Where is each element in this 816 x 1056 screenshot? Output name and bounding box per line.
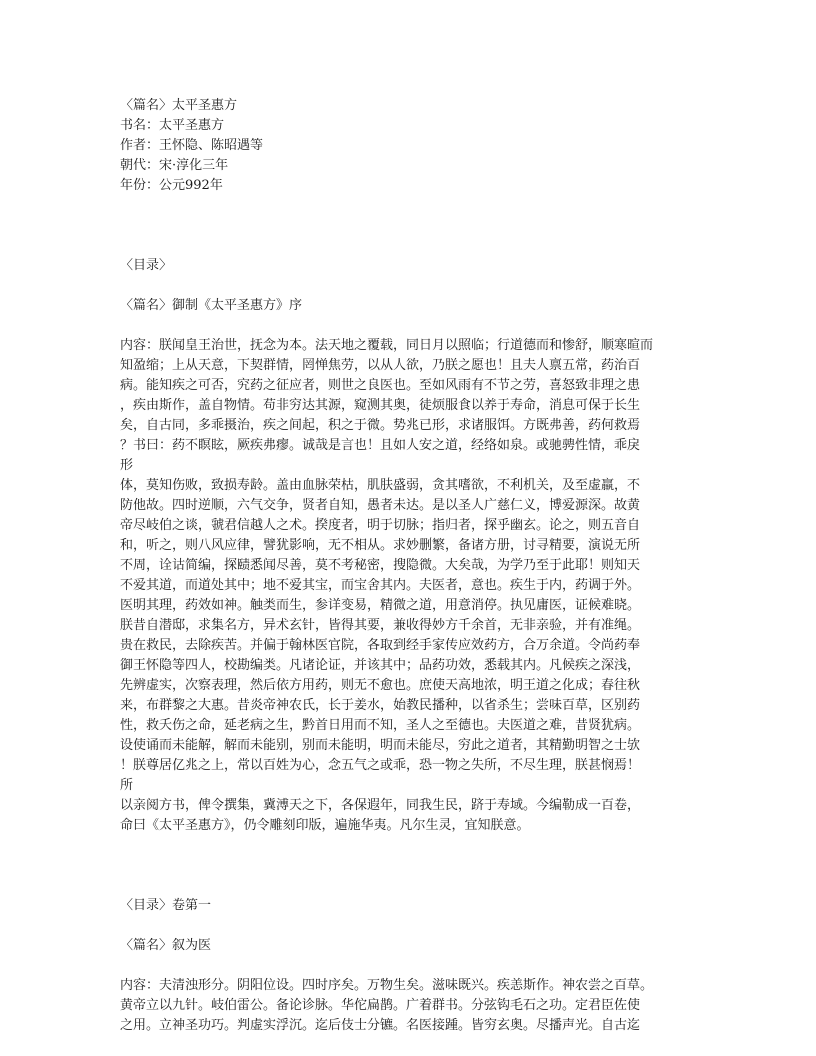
dynasty: 朝代：宋·淳化三年 bbox=[120, 158, 229, 173]
body-line: 形 bbox=[120, 458, 134, 473]
body-line: 内容：朕闻皇王治世，抚念为本。法天地之覆载，同日月以照临；行道德而和惨舒，顺寒暄而 bbox=[120, 338, 654, 353]
body-line: 不爱其道，而道处其中；地不爱其宝，而宝舍其内。夫医者，意也。疾生于内，药调于外。 bbox=[120, 578, 641, 593]
body-line: 所 bbox=[120, 778, 134, 793]
book-header bbox=[120, 96, 690, 196]
toc-heading: 〈目录〉卷第一 bbox=[120, 898, 212, 913]
section-body bbox=[120, 336, 690, 836]
header-title: 〈篇名〉太平圣惠方 bbox=[120, 98, 238, 113]
body-line: 体，莫知伤败，致损寿龄。盖由血脉荣枯，肌肤盛弱，贪其嗜欲，不利机关，及至虚羸，不 bbox=[120, 478, 641, 493]
body-line: ，疾由斯作，盖自物情。苟非穷达其源，窥测其奥，徒烦服食以养于寿命，消息可保于长生 bbox=[120, 398, 641, 413]
body-line: 不周，诠诂简编，探赜悉闻尽善，莫不考秘密，搜隐微。大矣哉，为学乃至于此耶！则知天 bbox=[120, 558, 641, 573]
body-line: 御王怀隐等四人，校勘编类。凡诸论证，并该其中；品药功效，悉载其内。凡候疾之深浅， bbox=[120, 658, 641, 673]
section-title: 〈篇名〉叙为医 bbox=[120, 938, 212, 953]
document-page bbox=[120, 96, 690, 1036]
section-body bbox=[120, 976, 690, 1036]
section-title: 〈篇名〉御制《太平圣惠方》序 bbox=[120, 298, 303, 313]
body-line: ？书曰：药不瞑眩，厥疾弗瘳。诚哉是言也！且如人安之道，经络如泉。或驰骋性情，乖戾 bbox=[120, 438, 641, 453]
body-line: 贵在救民，去除疾苦。并偏于翰林医官院，各取到经手家传应效药方，合万余道。令尚药奉 bbox=[120, 638, 641, 653]
book-name: 书名：太平圣惠方 bbox=[120, 118, 225, 133]
year: 年份：公元992年 bbox=[120, 178, 223, 193]
body-line: 朕昔自潜邸，求集名方，异术玄针，皆得其要，兼收得妙方千余首，无非亲验，并有准绳。 bbox=[120, 618, 641, 633]
body-line: 防他故。四时逆顺，六气交争，贤者自知，愚者未达。是以圣人广慈仁义，博爱源深。故黄 bbox=[120, 498, 641, 513]
body-line: 和，听之，则八风应律，譬犹影响，无不相从。求妙删繁，备诸方册，讨寻精要，演说无所 bbox=[120, 538, 641, 553]
body-line: 之用。立神圣功巧。判虚实浮沉。迄后伎士分镳。名医接踵。皆穷玄奥。尽播声光。自古迄 bbox=[120, 1018, 641, 1033]
body-line: 命曰《太平圣惠方》，仍令雕刻印版，遍施华夷。凡尔生灵，宜知朕意。 bbox=[120, 818, 530, 833]
body-line: ！朕尊居亿兆之上，常以百姓为心，念五气之或乖，恐一物之失所，不尽生理，朕甚悯焉！ bbox=[120, 758, 641, 773]
body-line: 黄帝立以九针。岐伯雷公。备论诊脉。华佗扁鹊。广着群书。分弦钩毛石之功。定君臣佐使 bbox=[120, 998, 641, 1013]
body-line: 帝尽岐伯之谈，虢君信越人之术。揆度者，明于切脉；指归者，探乎幽玄。论之，则五音自 bbox=[120, 518, 641, 533]
body-line: 医明其理，药效如神。触类而生，参详变易，精微之道，用意消停。执见庸医，证候难晓。 bbox=[120, 598, 641, 613]
body-line: 病。能知疾之可否，究药之征应者，则世之良医也。至如风雨有不节之劳，喜怒致非理之患 bbox=[120, 378, 641, 393]
body-line: 设使诵而未能解，解而未能别，别而未能明，明而未能尽，穷此之道者，其精勤明智之士欤 bbox=[120, 738, 641, 753]
body-line: 内容：夫清浊形分。阴阳位设。四时序矣。万物生矣。滋味既兴。疾恙斯作。神农尝之百草。 bbox=[120, 978, 654, 993]
author: 作者：王怀隐、陈昭遇等 bbox=[120, 138, 264, 153]
body-line: 以亲阅方书，俾令撰集，冀溥天之下，各保遐年，同我生民，跻于寿域。今编勒成一百卷， bbox=[120, 798, 641, 813]
body-line: 性，救夭伤之命，延老病之生，黔首日用而不知，圣人之至德也。夫医道之难，昔贤犹病。 bbox=[120, 718, 641, 733]
toc-heading: 〈目录〉 bbox=[120, 258, 173, 273]
body-line: 矣，自古同，多乖摄治，疾之间起，积之于微。势兆已形，求诸服饵。方既弗善，药何救焉 bbox=[120, 418, 641, 433]
body-line: 先辨虚实，次察表理，然后依方用药，则无不愈也。庶使天高地浓，明王道之化成；春往秋 bbox=[120, 678, 641, 693]
body-line: 来，布群黎之大惠。昔炎帝神农氏，长于姜水，始教民播种，以省杀生；尝味百草，区别药 bbox=[120, 698, 641, 713]
body-line: 知盈缩；上从天意，下契群情，罔惮焦劳，以从人欲，乃朕之愿也！且夫人禀五常，药治百 bbox=[120, 358, 641, 373]
